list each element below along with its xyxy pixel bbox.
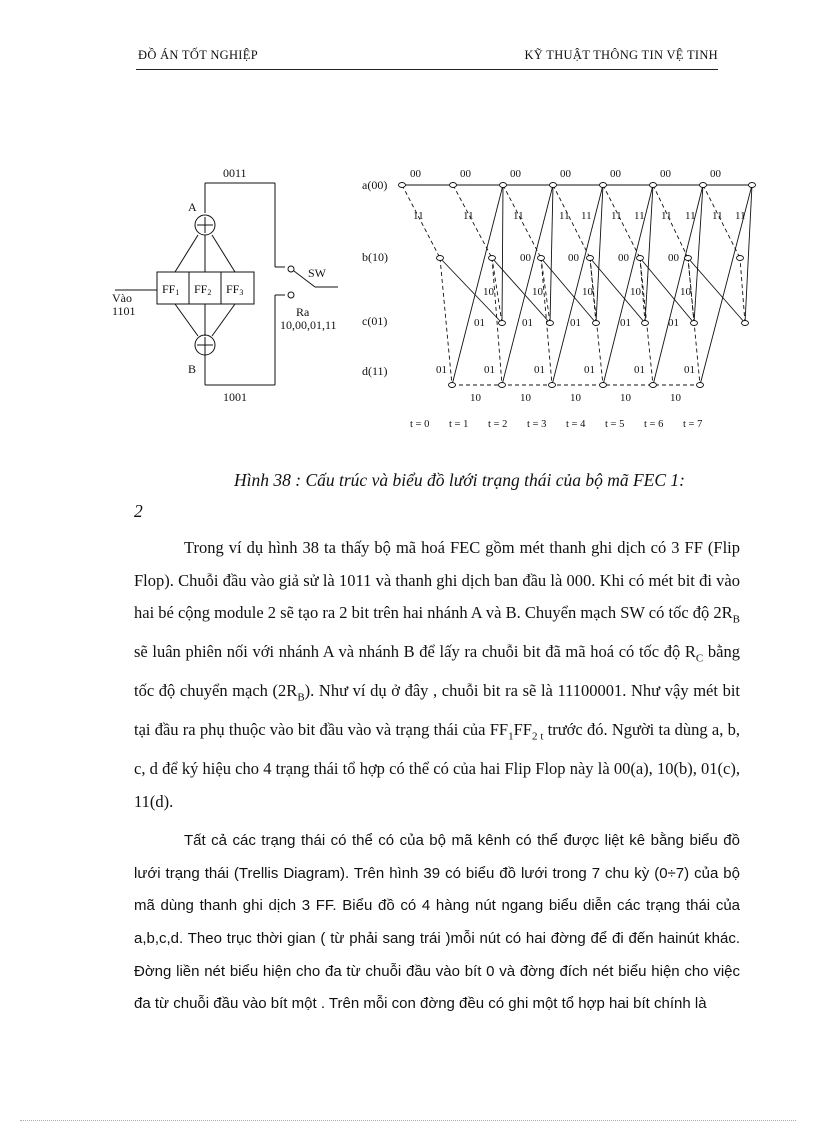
trellis-node-a [550,183,557,188]
trellis-node-c [547,321,554,326]
trellis-label-top: 00 [560,168,571,180]
trellis-label-mid: 00 [520,252,531,264]
paragraph-2: Tất cả các trạng thái có thể có của bộ mã kênh có thể được liệt kê bằng biểu đồ lưới trạng thái (Trellis Diagram). Trên hình 39 có biểu đồ lưới trong 7 chu kỳ (0÷7) của bộ mã dùng thanh ghi dịch 3 FF. Biểu đồ có 4 hàng nút ngang biểu diễn các trạng thái của a,b,c,d. Theo trục thời gian ( từ phải sang trái )mỗi nút có hai đờng để đi đến hainút khác. Đờng liền nét biểu hiện cho đa từ chuỗi đầu vào bít 0 và đờng đích nét biểu hiện cho việc đa từ chuỗi đầu vào bít một . Trên mỗi con đờng đều có ghi một tổ hợp hai bít chính là [134,831,740,1013]
p1-part-b: sẽ luân phiên nối với nhánh A và nhánh B để lấy ra chuỗi bit đã mã hoá có tốc độ R [134,642,696,662]
trellis-node-a [650,183,657,188]
time-4: t = 4 [566,419,586,430]
trellis-node-a [500,183,507,188]
ff2-sub: 2 [207,288,212,297]
trellis-label-top: 00 [460,168,471,180]
trellis-label-diag: 11 [712,210,723,222]
trellis-node-d [549,383,556,388]
trellis-node-b [489,256,496,261]
trellis-node-b [587,256,594,261]
trellis-node-c [691,321,698,326]
trellis-label-diag: 11 [513,210,524,222]
trellis-label-mid2: 10 [582,286,593,298]
trellis-label-diag: 11 [581,210,592,222]
trellis-edge-c-a [745,185,752,323]
output-bits: 10,00,01,11 [280,318,337,332]
trellis-label-d: 01 [584,364,595,376]
trellis-label-bottom: 10 [670,392,681,404]
p1-part-a: Trong ví dụ hình 38 ta thấy bộ mã hoá FEC gồm mét thanh ghi dịch có 3 FF (Flip Flop). Chuỗi đầu vào giả sử là 1011 và thanh ghi dịch ban đầu là 000. Khi có mét bit đi vào hai bé cộng module 2 sẽ tạo ra 2 bit trên hai nhánh A và B. Chuyển mạch SW có tốc độ 2R [134,538,740,623]
trellis-label-top: 00 [710,168,721,180]
trellis-label-diag: 11 [559,210,570,222]
output-label: Ra [296,305,310,319]
trellis-node-c [593,321,600,326]
trellis-label-bottom: 10 [470,392,481,404]
trellis-label-bottom: 10 [620,392,631,404]
adder-a-label: A [188,200,197,214]
figure-38 [100,155,770,440]
trellis-label-mid: 00 [568,252,579,264]
header-right: KỸ THUẬT THÔNG TIN VỆ TINH [524,48,718,62]
input-bits: 1101 [112,304,136,318]
trellis-node-c [499,321,506,326]
trellis-label-diag: 11 [413,210,424,222]
trellis-label-c: 01 [620,317,631,329]
trellis-lines [402,185,752,385]
trellis-label-diag: 11 [611,210,622,222]
trellis-label-d: 01 [684,364,695,376]
top-bits: 0011 [223,166,247,180]
trellis-label-c: 01 [668,317,679,329]
trellis-label-d: 01 [436,364,447,376]
p1-sub-a: B [732,613,740,626]
trellis-edge-c-a [645,185,653,323]
trellis-node-a [749,183,756,188]
trellis-label-bottom: 10 [520,392,531,404]
ff3-label [226,282,243,297]
p1-part-f: trước đó. Người ta dùng a, b, c, d để ký hiệu cho 4 trạng thái tổ hợp có thể có của hai Flip Flop này là 00(a), 10(b), 01(c), 11(d). [134,720,740,812]
trellis-label-c: 01 [474,317,485,329]
time-0: t = 0 [410,419,430,430]
trellis-edge-d-a [502,185,553,385]
p1-sub-b: C [695,652,704,665]
time-2: t = 2 [488,419,508,430]
trellis-label-bottom: 10 [570,392,581,404]
time-6: t = 6 [644,419,664,430]
trellis-label-mid2: 10 [630,286,641,298]
trellis-label-diag: 11 [685,210,696,222]
trellis-label-diag: 11 [634,210,645,222]
time-3: t = 3 [527,419,547,430]
p1-part-e: FF [513,720,532,740]
trellis-diagram [362,168,756,430]
trellis-label-d: 01 [534,364,545,376]
trellis-label-diag: 11 [735,210,746,222]
header-rule [136,69,718,70]
figure-caption-cont: 2 [134,501,143,521]
trellis-edge-d-a [452,185,503,385]
trellis-node-b [437,256,444,261]
trellis-node-a [700,183,707,188]
figure-caption: Hình 38 : Cấu trúc và biểu đồ lưới trạng thái của bộ mã FEC 1: [234,470,686,490]
trellis-label-diag: 11 [463,210,474,222]
state-b: b(10) [362,250,388,264]
trellis-node-d [449,383,456,388]
p1-part-d: ). Như ví dụ ở đây , chuỗi bit ra sẽ là 11100001. Như vậy mét bit tại đầu ra phụ thuộc vào bit đầu vào và trạng thái của FF [134,681,740,740]
trellis-node-b [637,256,644,261]
ff1-label [162,282,179,297]
trellis-node-c [642,321,649,326]
state-a: a(00) [362,178,388,192]
trellis-edge-c-a [550,185,553,323]
trellis-label-d: 01 [634,364,645,376]
trellis-label-top: 00 [610,168,621,180]
trellis-label-top: 00 [410,168,421,180]
trellis-nodes [399,183,756,388]
trellis-node-a [450,183,457,188]
trellis-node-d [600,383,607,388]
body-text [134,532,740,1027]
time-7: t = 7 [683,419,703,430]
paragraph-1 [134,532,740,819]
trellis-node-d [697,383,704,388]
trellis-node-a [600,183,607,188]
trellis-label-mid2: 10 [680,286,691,298]
ff1-text: FF [162,282,176,296]
state-c: c(01) [362,314,388,328]
ff3-text: FF [226,282,240,296]
trellis-node-a [399,183,406,188]
trellis-label-c: 01 [570,317,581,329]
trellis-node-b [737,256,744,261]
ff2-label [194,282,211,297]
trellis-node-b [538,256,545,261]
trellis-label-d: 01 [484,364,495,376]
trellis-label-top: 00 [660,168,671,180]
bottom-rule [20,1120,796,1121]
trellis-label-mid2: 10 [483,286,494,298]
trellis-labels [410,168,746,404]
p1-part-c: bằng tốc độ chuyển mạch (2R [134,642,740,701]
trellis-label-mid2: 10 [532,286,543,298]
input-label: Vào [112,291,132,305]
trellis-node-d [499,383,506,388]
trellis-edge-c-b [740,258,745,323]
bottom-bits: 1001 [223,390,247,404]
trellis-node-c [742,321,749,326]
trellis-label-c: 01 [522,317,533,329]
trellis-edge-c-a [596,185,603,323]
ff1-sub: 1 [175,288,180,297]
trellis-label-diag: 11 [661,210,672,222]
adder-b-label: B [188,362,197,376]
p1-sub-d: 1 [508,730,514,743]
header-left: ĐỒ ÁN TỐT NGHIỆP [138,48,258,62]
time-5: t = 5 [605,419,625,430]
trellis-label-mid: 00 [668,252,679,264]
trellis-node-b [685,256,692,261]
ff2-text: FF [194,282,208,296]
state-d: d(11) [362,364,388,378]
trellis-edge-c-a [502,185,503,323]
trellis-edge-c-a [694,185,703,323]
ff3-sub: 3 [239,288,244,297]
time-1: t = 1 [449,419,469,430]
switch-label: SW [308,266,326,280]
p1-sub-e: 2 t [531,730,544,743]
p1-sub-c: B [297,691,305,704]
trellis-label-top: 00 [510,168,521,180]
trellis-label-mid: 00 [618,252,629,264]
trellis-node-d [650,383,657,388]
